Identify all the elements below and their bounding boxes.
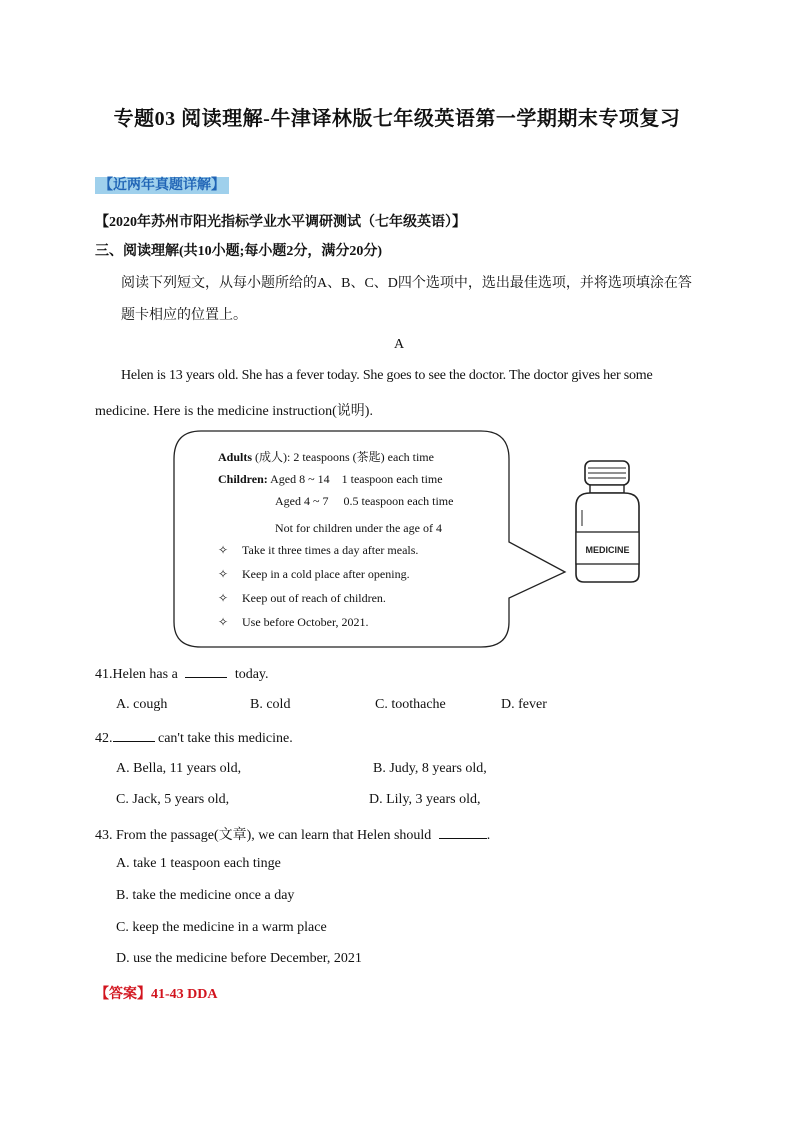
adults-text: (成人): 2 teaspoons (茶匙) each time: [252, 450, 434, 464]
q43-option-d: D. use the medicine before December, 2021: [116, 951, 362, 966]
answer-value: 41-43 DDA: [151, 987, 218, 1002]
instruction-line-2: 题卡相应的位置上。: [121, 308, 247, 323]
answer-blank: [185, 665, 227, 678]
q43-stem-post: .: [486, 828, 491, 843]
bullet-star-icon: ✧: [218, 543, 229, 557]
bullet-star-icon: ✧: [218, 615, 229, 629]
bullet-item: Keep out of reach of children.: [242, 591, 386, 605]
answer-blank: [439, 826, 487, 839]
children-row-2: Aged 4 ~ 7 0.5 teaspoon each time: [275, 494, 454, 508]
page-title: 专题03 阅读理解-牛津译林版七年级英语第一学期期末专项复习: [113, 108, 681, 130]
passage-line-2: medicine. Here is the medicine instruction(说明).: [95, 404, 373, 419]
children-row-1: Aged 8 ~ 14 1 teaspoon each time: [267, 472, 443, 486]
bottle-label: MEDICINE: [585, 545, 630, 555]
q42-option-d: D. Lily, 3 years old,: [369, 792, 481, 807]
bullet-star-icon: ✧: [218, 567, 229, 581]
passage-line-1: Helen is 13 years old. She has a fever today. She goes to see the doctor. The doctor gives her some: [121, 368, 653, 383]
q43-option-b: B. take the medicine once a day: [116, 888, 295, 903]
bullet-item: Keep in a cold place after opening.: [242, 567, 410, 581]
q42-option-b: B. Judy, 8 years old,: [373, 761, 487, 776]
q42-number: 42.: [95, 731, 113, 746]
question-43: [95, 824, 490, 844]
passage-letter: A: [394, 337, 405, 352]
bullet-item: Use before October, 2021.: [242, 615, 369, 629]
instruction-bubble: [173, 430, 509, 648]
q41-stem-post: today.: [231, 667, 269, 682]
children-label: Children:: [218, 472, 268, 486]
question-42: [95, 729, 293, 747]
instruction-line-1: 阅读下列短文，从每小题所给的A、B、C、D四个选项中，选出最佳选项，并将选项填涂在答: [121, 276, 692, 291]
children-line-1: [218, 472, 443, 487]
answer-label: 【答案】: [95, 987, 151, 1002]
medicine-bottle-icon: [568, 458, 648, 586]
q41-option-a: A. cough: [116, 697, 168, 712]
q43-option-a: A. take 1 teaspoon each tinge: [116, 856, 281, 871]
q43-stem-pre: 43. From the passage(文章), we can learn that Helen should: [95, 828, 435, 843]
adults-label: Adults: [218, 450, 253, 464]
answer-blank: [113, 729, 155, 742]
q42-stem-post: can't take this medicine.: [154, 731, 293, 746]
q41-option-b: B. cold: [250, 697, 291, 712]
adults-line: [218, 448, 434, 465]
q41-option-c: C. toothache: [375, 697, 446, 712]
q43-option-c: C. keep the medicine in a warm place: [116, 920, 327, 935]
part-heading: 三、阅读理解(共10小题;每小题2分，满分20分): [95, 244, 382, 259]
question-41: [95, 665, 269, 683]
q42-option-c: C. Jack, 5 years old,: [116, 792, 230, 807]
exam-source: 【2020年苏州市阳光指标学业水平调研测试（七年级英语）】: [95, 215, 466, 230]
not-for-line: Not for children under the age of 4: [275, 521, 442, 535]
answer-line: [95, 983, 218, 1003]
q42-option-a: A. Bella, 11 years old,: [116, 761, 242, 776]
bullet-star-icon: ✧: [218, 591, 229, 605]
q41-option-d: D. fever: [501, 697, 547, 712]
q41-stem-pre: 41.Helen has a: [95, 667, 182, 682]
bullet-item: Take it three times a day after meals.: [242, 543, 419, 557]
section-tag: 【近两年真题详解】: [95, 177, 229, 194]
